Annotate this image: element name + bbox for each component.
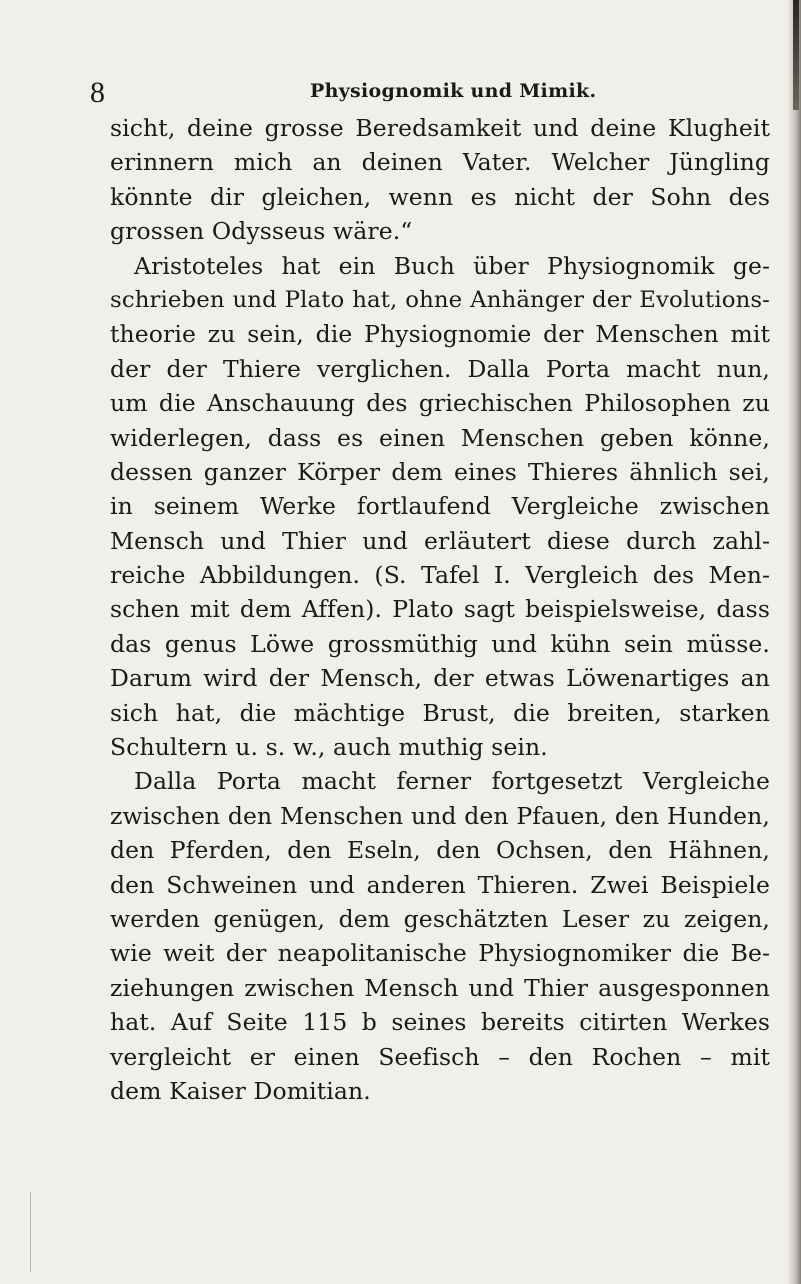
margin-mark <box>30 1192 31 1272</box>
text-line: ziehungen zwischen Mensch und Thier ausgesponnen <box>110 973 770 1002</box>
text-line: grossen Odysseus wäre.“ <box>110 217 413 246</box>
text-line: dessen ganzer Körper dem eines Thieres ähnlich sei, <box>110 457 770 486</box>
body-text <box>110 111 770 1108</box>
text-line: reiche Abbildungen. (S. Tafel I. Vergleich des Men- <box>110 561 770 590</box>
text-line: werden genügen, dem geschätzten Leser zu zeigen, <box>110 904 770 933</box>
running-title: Physiognomik und Mimik. <box>310 80 597 102</box>
text-line: wie weit der neapolitanische Physiognomiker die Be- <box>110 939 770 968</box>
text-line: schen mit dem Affen). Plato sagt beispielsweise, dass <box>110 595 770 624</box>
text-line: Darum wird der Mensch, der etwas Löwenartiges an <box>110 664 770 693</box>
text-line: schrieben und Plato hat, ohne Anhänger der Evolutions- <box>110 286 770 313</box>
text-line: in seinem Werke fortlaufend Vergleiche zwischen <box>110 492 770 521</box>
text-line: erinnern mich an deinen Vater. Welcher Jüngling <box>110 148 770 177</box>
text-line: zwischen den Menschen und den Pfauen, den Hunden, <box>110 801 770 830</box>
text-line: den Pferden, den Eseln, den Ochsen, den Hähnen, <box>110 836 770 865</box>
page-number: 8 <box>90 76 105 109</box>
text-line: das genus Löwe grossmüthig und kühn sein müsse. <box>110 629 770 658</box>
text-line: Mensch und Thier und erläutert diese durch zahl- <box>110 526 770 555</box>
text-line: Dalla Porta macht ferner fortgesetzt Vergleiche <box>134 767 770 796</box>
text-line: um die Anschauung des griechischen Philosophen zu <box>110 389 770 418</box>
text-line: hat. Auf Seite 115 b seines bereits citirten Werkes <box>110 1008 770 1037</box>
text-line: dem Kaiser Domitian. <box>110 1076 371 1105</box>
page-edge-shadow <box>787 0 801 1284</box>
text-line: der der Thiere verglichen. Dalla Porta macht nun, <box>110 354 770 383</box>
text-line: widerlegen, dass es einen Menschen geben könne, <box>110 423 770 452</box>
text-line: sicht, deine grosse Beredsamkeit und deine Klugheit <box>110 114 770 142</box>
text-line: theorie zu sein, die Physiognomie der Menschen mit <box>110 320 770 349</box>
text-line: Aristoteles hat ein Buch über Physiognomik ge- <box>134 251 770 280</box>
text-line: vergleicht er einen Seefisch – den Rochen – mit <box>110 1042 770 1071</box>
text-line: könnte dir gleichen, wenn es nicht der Sohn des <box>110 182 770 211</box>
text-line: Schultern u. s. w., auch muthig sein. <box>110 733 548 762</box>
text-line: sich hat, die mächtige Brust, die breiten, starken <box>110 698 770 727</box>
text-line: den Schweinen und anderen Thieren. Zwei Beispiele <box>110 870 770 899</box>
binding-edge-mark <box>793 0 799 110</box>
